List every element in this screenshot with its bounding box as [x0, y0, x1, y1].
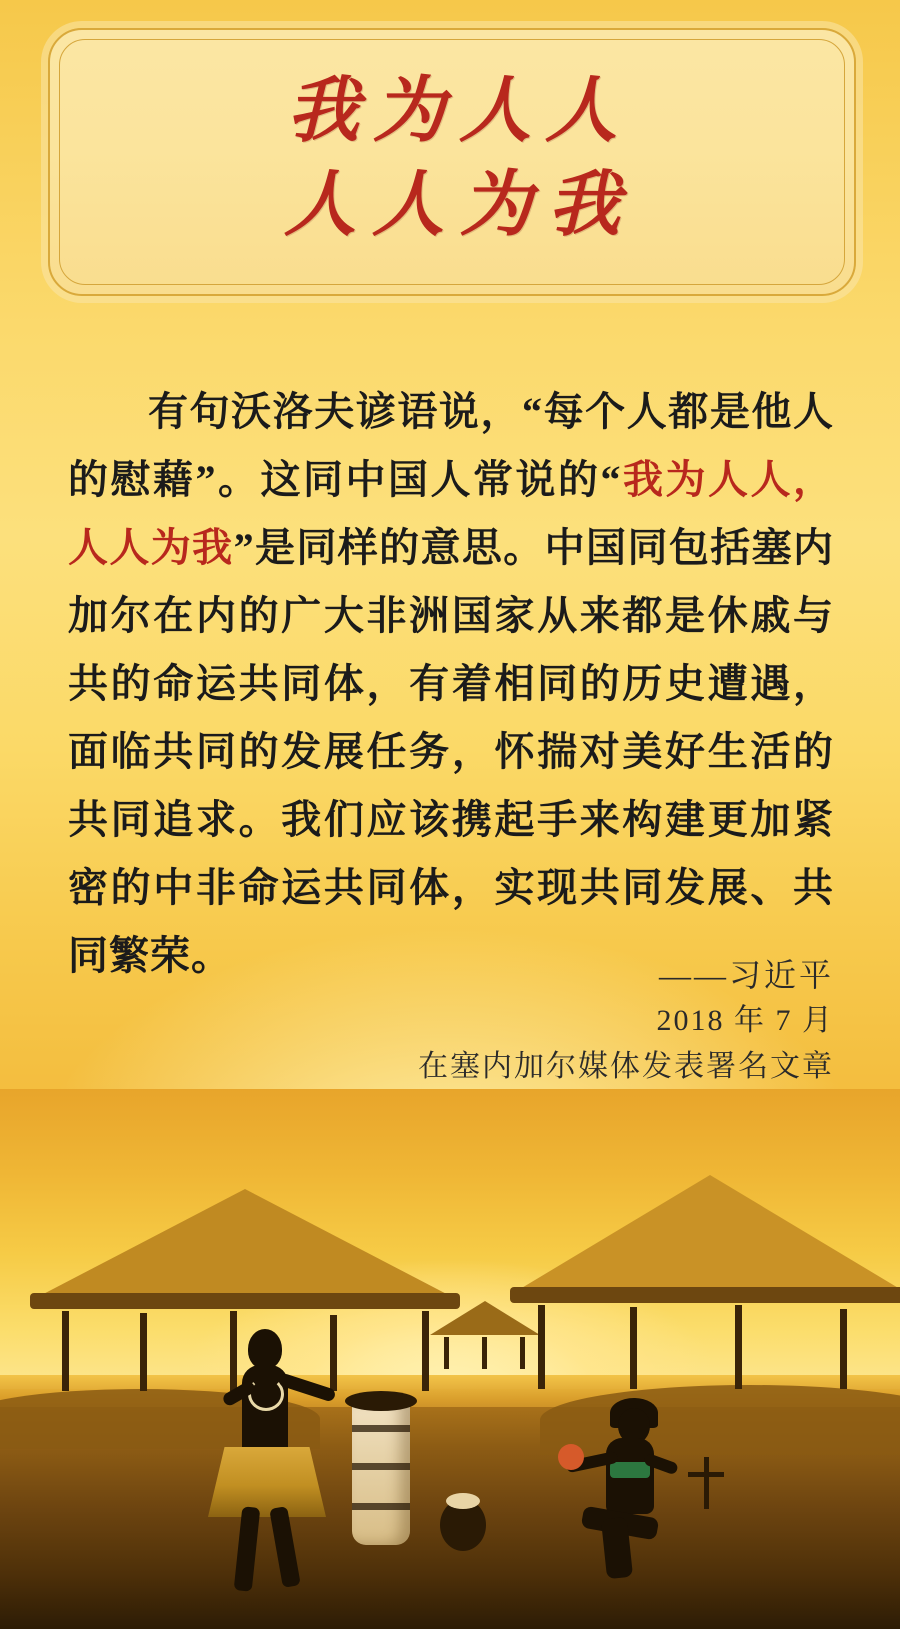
- sunset-illustration: [0, 1089, 900, 1629]
- dancer-head: [248, 1329, 282, 1369]
- drum-band: [352, 1503, 410, 1510]
- beach-stake: [704, 1457, 709, 1509]
- hut-post: [422, 1311, 429, 1391]
- dancer-silhouette-left: [212, 1329, 342, 1599]
- hut-roof: [30, 1189, 460, 1301]
- hut-posts: [510, 1303, 900, 1389]
- title-frame: [48, 28, 856, 296]
- quote-highlight: 我为人人，人人为我: [68, 457, 834, 570]
- dancer-leg: [269, 1506, 301, 1588]
- attribution: [314, 952, 834, 1090]
- attribution-date: 2018 年 7 月: [656, 1004, 834, 1037]
- hut-post: [630, 1307, 637, 1389]
- title-line-2: 人人为我: [283, 165, 636, 245]
- dancer-leg: [234, 1506, 261, 1591]
- drum-band: [352, 1425, 410, 1432]
- dancer-silhouette-right: [548, 1408, 698, 1593]
- hut-post: [140, 1313, 147, 1391]
- hut-post: [538, 1305, 545, 1389]
- hut-post: [62, 1311, 69, 1391]
- small-drum: [440, 1499, 486, 1551]
- attribution-author: ——习近平: [658, 957, 834, 993]
- beach-stake: [688, 1472, 724, 1477]
- hut-roof-edge: [510, 1287, 900, 1303]
- drum-band: [352, 1463, 410, 1470]
- hut-roof-edge: [30, 1293, 460, 1309]
- dancer-grass-skirt: [208, 1447, 326, 1517]
- title-line-1: 我为人人: [286, 71, 631, 151]
- body-block: [68, 338, 834, 1030]
- ball-prop: [558, 1444, 584, 1470]
- quote-part-2: ”是同样的意思。中国同包括塞内加尔在内的广大非洲国家从来都是休戚与共的命运共同体，有着相同的历史遭遇，面临共同的发展任务，怀揣对美好生活的共同追求。我们应该携起手来构建更加紧密的中非命运共同体，实现共同发展、共同繁荣。: [68, 525, 835, 978]
- djembe-drum: [352, 1399, 410, 1545]
- dancer-sash: [610, 1462, 650, 1478]
- hut-post: [735, 1305, 742, 1389]
- hut-post: [840, 1309, 847, 1389]
- attribution-source: 在塞内加尔媒体发表署名文章: [418, 1050, 834, 1083]
- quote-part-1: 有句沃洛夫谚语说，“每个人都是他人的慰藉”。这同中国人常说的“: [68, 389, 834, 502]
- quote-paragraph: [68, 378, 834, 990]
- hut-post: [482, 1337, 487, 1369]
- hut-large-right: [510, 1175, 900, 1389]
- hut-roof: [510, 1175, 900, 1295]
- page-title: [50, 64, 854, 252]
